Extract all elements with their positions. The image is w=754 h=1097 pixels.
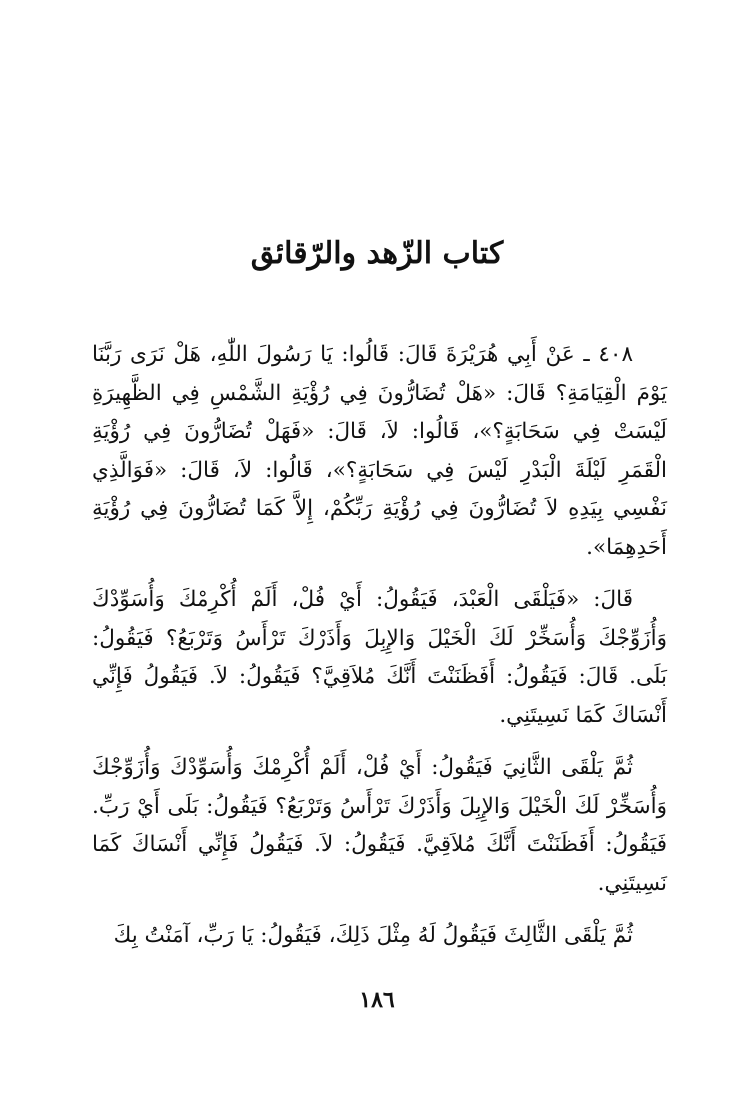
body-text <box>92 336 667 970</box>
paragraph-third-servant: ثُمَّ يَلْقَى الثَّالِثَ فَيَقُولُ لَهُ مِثْلَ ذَلِكَ، فَيَقُولُ: يَا رَبِّ، آمَنْتُ بِكَ <box>113 923 633 948</box>
page-number: ١٨٦ <box>359 987 395 1013</box>
paragraph-hadith-408: ٤٠٨ ـ عَنْ أَبِي هُرَيْرَةَ قَالَ: قَالُوا: يَا رَسُولَ اللّٰهِ، هَلْ نَرَى رَبَّنَا يَوْمَ الْقِيَامَةِ؟ قَالَ: «هَلْ تُضَارُّونَ فِي رُؤْيَةِ الشَّمْسِ فِي الظَّهِيرَةِ لَيْسَتْ فِي سَحَابَةٍ؟»، قَالُوا: لاَ، قَالَ: «فَهَلْ تُضَارُّونَ فِي رُؤْيَةِ الْقَمَرِ لَيْلَةَ الْبَدْرِ لَيْسَ فِي سَحَابَةٍ؟»، قَالُوا: لاَ، قَالَ: «فَوَالَّذِي نَفْسِي بِيَدِهِ لاَ تُضَارُّونَ فِي رُؤْيَةِ رَبِّكُمْ، إِلاَّ كَمَا تُضَارُّونَ فِي رُؤْيَةِ أَحَدِهِمَا». <box>92 342 667 560</box>
paragraph-second-servant: ثُمَّ يَلْقَى الثَّانِيَ فَيَقُولُ: أَيْ فُلْ، أَلَمْ أُكْرِمْكَ وَأُسَوِّدْكَ وَأُزَوِّجْكَ وَأُسَخِّرْ لَكَ الْخَيْلَ وَالإِبِلَ وَأَذَرْكَ تَرْأَسُ وَتَرْبَعُ؟ فَيَقُولُ: بَلَى أَيْ رَبِّ. فَيَقُولُ: أَفَظَنَنْتَ أَنَّكَ مُلاَقِيَّ. فَيَقُولُ: لاَ. فَيَقُولُ فَإِنِّي أَنْسَاكَ كَمَا نَسِيتَنِي. <box>92 755 667 896</box>
paragraph-first-servant: قَالَ: «فَيَلْقَى الْعَبْدَ، فَيَقُولُ: أَيْ فُلْ، أَلَمْ أُكْرِمْكَ وَأُسَوِّدْكَ وَأُزَوِّجْكَ وَأُسَخِّرْ لَكَ الْخَيْلَ وَالإِبِلَ وَأَذَرْكَ تَرْأَسُ وَتَرْبَعُ؟ فَيَقُولُ: بَلَى. قَالَ: فَيَقُولُ: أَفَظَنَنْتَ أَنَّكَ مُلاَقِيَّ؟ فَيَقُولُ: لاَ. فَيَقُولُ فَإِنِّي أَنْسَاكَ كَمَا نَسِيتَنِي. <box>92 587 667 728</box>
chapter-title: كتاب الزّهد والرّقائق <box>250 236 504 271</box>
